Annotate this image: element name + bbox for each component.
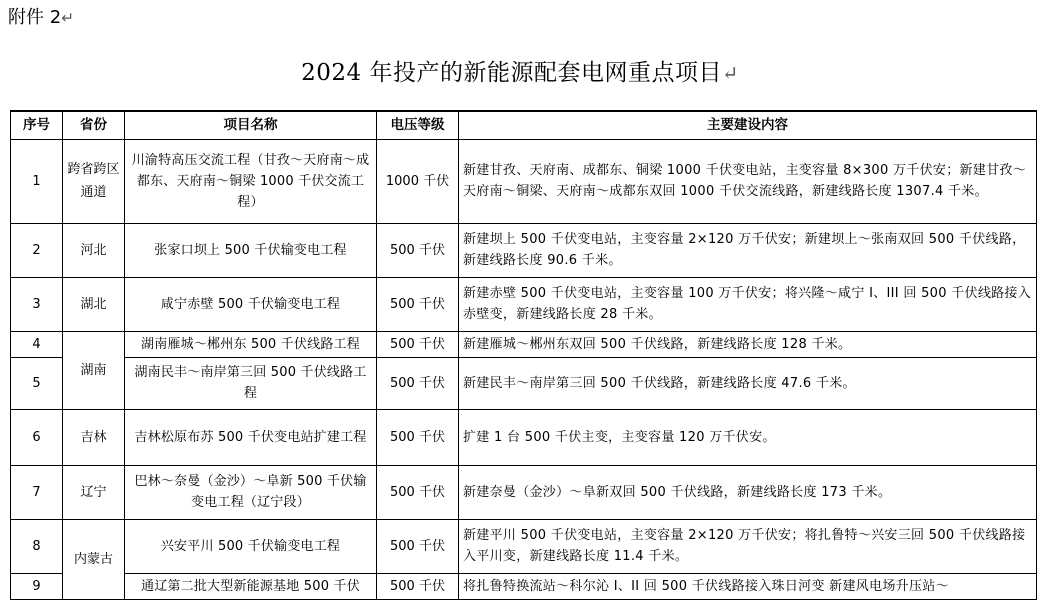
row-project-name: 咸宁赤壁 500 千伏输变电工程 — [125, 277, 377, 331]
row-index: 9 — [11, 573, 63, 599]
row-project-name: 兴安平川 500 千伏输变电工程 — [125, 519, 377, 573]
row-province: 跨省跨区通道 — [63, 139, 125, 223]
document-title-text: 2024 年投产的新能源配套电网重点项目 — [301, 60, 722, 86]
row-province: 河北 — [63, 223, 125, 277]
header-project-name: 项目名称 — [125, 111, 377, 139]
row-province: 湖南 — [63, 331, 125, 409]
row-voltage: 500 千伏 — [377, 409, 459, 465]
row-voltage: 500 千伏 — [377, 331, 459, 357]
row-index: 7 — [11, 465, 63, 519]
row-main-content: 新建民丰～南岸第三回 500 千伏线路，新建线路长度 47.6 千米。 — [459, 357, 1037, 409]
header-main-content: 主要建设内容 — [459, 111, 1037, 139]
paragraph-mark: ↵ — [61, 9, 75, 27]
attachment-label — [8, 6, 74, 30]
row-province: 湖北 — [63, 277, 125, 331]
document-title — [0, 56, 1040, 91]
row-index: 6 — [11, 409, 63, 465]
header-voltage: 电压等级 — [377, 111, 459, 139]
row-project-name: 湖南雁城～郴州东 500 千伏线路工程 — [125, 331, 377, 357]
row-index: 8 — [11, 519, 63, 573]
row-index: 3 — [11, 277, 63, 331]
row-main-content: 新建平川 500 千伏变电站，主变容量 2×120 万千伏安；将扎鲁特～兴安三回 500 千伏线路接入平川变，新建线路长度 11.4 千米。 — [459, 519, 1037, 573]
header-province: 省份 — [63, 111, 125, 139]
row-main-content: 新建甘孜、天府南、成都东、铜梁 1000 千伏变电站，主变容量 8×300 万千伏安；新建甘孜～天府南～铜梁、天府南～成都东双回 1000 千伏交流线路，新建线路长度 1307.4 千米。 — [459, 139, 1037, 223]
table-row — [11, 277, 1037, 331]
row-index: 1 — [11, 139, 63, 223]
row-voltage: 500 千伏 — [377, 277, 459, 331]
table-row — [11, 223, 1037, 277]
row-voltage: 500 千伏 — [377, 465, 459, 519]
paragraph-mark: ↵ — [721, 62, 739, 85]
row-index: 5 — [11, 357, 63, 409]
table-row — [11, 409, 1037, 465]
row-main-content: 新建赤壁 500 千伏变电站，主变容量 100 万千伏安；将兴隆～咸宁 I、III 回 500 千伏线路接入赤壁变，新建线路长度 28 千米。 — [459, 277, 1037, 331]
attachment-label-text: 附件 2 — [8, 7, 62, 28]
row-project-name: 湖南民丰～南岸第三回 500 千伏线路工程 — [125, 357, 377, 409]
row-project-name: 巴林～奈曼（金沙）～阜新 500 千伏输变电工程（辽宁段） — [125, 465, 377, 519]
row-project-name: 川渝特高压交流工程（甘孜～天府南～成都东、天府南～铜梁 1000 千伏交流工程） — [125, 139, 377, 223]
projects-table — [10, 110, 1037, 600]
row-main-content: 扩建 1 台 500 千伏主变，主变容量 120 万千伏安。 — [459, 409, 1037, 465]
row-province: 吉林 — [63, 409, 125, 465]
table-row — [11, 465, 1037, 519]
row-main-content: 新建雁城～郴州东双回 500 千伏线路，新建线路长度 128 千米。 — [459, 331, 1037, 357]
row-province: 内蒙古 — [63, 519, 125, 599]
row-voltage: 500 千伏 — [377, 357, 459, 409]
table-row — [11, 519, 1037, 573]
table-header-row — [11, 111, 1037, 139]
table-row — [11, 139, 1037, 223]
row-index: 2 — [11, 223, 63, 277]
row-voltage: 500 千伏 — [377, 573, 459, 599]
header-index: 序号 — [11, 111, 63, 139]
row-voltage: 500 千伏 — [377, 223, 459, 277]
table-row — [11, 573, 1037, 599]
table-row — [11, 357, 1037, 409]
row-main-content: 将扎鲁特换流站～科尔沁 I、II 回 500 千伏线路接入珠日河变 新建风电场升压站～ — [459, 573, 1037, 599]
row-province: 辽宁 — [63, 465, 125, 519]
table-row — [11, 331, 1037, 357]
row-project-name: 张家口坝上 500 千伏输变电工程 — [125, 223, 377, 277]
row-main-content: 新建坝上 500 千伏变电站，主变容量 2×120 万千伏安；新建坝上～张南双回 500 千伏线路，新建线路长度 90.6 千米。 — [459, 223, 1037, 277]
row-project-name: 吉林松原布苏 500 千伏变电站扩建工程 — [125, 409, 377, 465]
row-index: 4 — [11, 331, 63, 357]
row-main-content: 新建奈曼（金沙）～阜新双回 500 千伏线路，新建线路长度 173 千米。 — [459, 465, 1037, 519]
row-voltage: 1000 千伏 — [377, 139, 459, 223]
row-project-name: 通辽第二批大型新能源基地 500 千伏 — [125, 573, 377, 599]
row-voltage: 500 千伏 — [377, 519, 459, 573]
